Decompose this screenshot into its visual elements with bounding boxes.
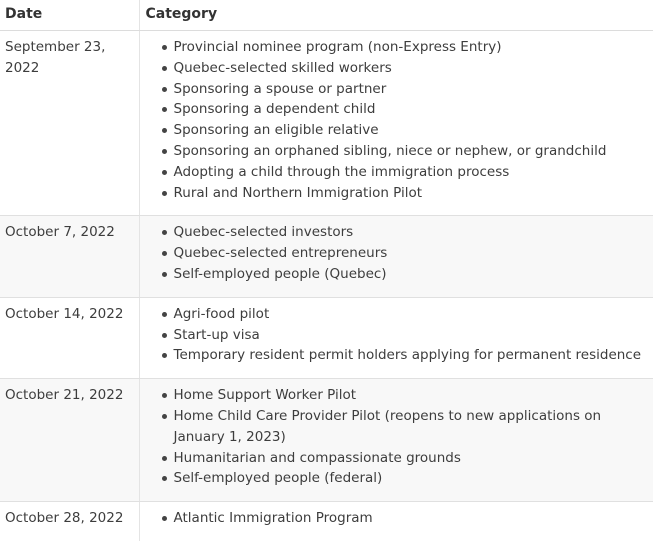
category-list: [140, 508, 650, 529]
table-row: [0, 502, 653, 541]
category-cell: [139, 379, 653, 502]
list-item: Quebec-selected skilled workers: [174, 58, 650, 79]
category-list: [140, 37, 650, 203]
list-item: Temporary resident permit holders applying for permanent residence: [174, 345, 650, 366]
list-item: Start-up visa: [174, 325, 650, 346]
date-cell: October 21, 2022: [0, 379, 139, 502]
list-item: Sponsoring a spouse or partner: [174, 79, 650, 100]
list-item: Self-employed people (federal): [174, 468, 650, 489]
category-list: [140, 385, 650, 489]
list-item: Agri-food pilot: [174, 304, 650, 325]
date-cell: October 7, 2022: [0, 216, 139, 297]
list-item: Rural and Northern Immigration Pilot: [174, 183, 650, 204]
category-cell: [139, 297, 653, 378]
table-header-row: [0, 0, 653, 31]
list-item: Self-employed people (Quebec): [174, 264, 650, 285]
list-item: Quebec-selected investors: [174, 222, 650, 243]
list-item: Provincial nominee program (non-Express Entry): [174, 37, 650, 58]
date-cell: September 23, 2022: [0, 31, 139, 216]
list-item: Humanitarian and compassionate grounds: [174, 448, 650, 469]
list-item: Sponsoring a dependent child: [174, 99, 650, 120]
category-cell: [139, 31, 653, 216]
list-item: Adopting a child through the immigration process: [174, 162, 650, 183]
table-row: [0, 216, 653, 297]
table-row: [0, 31, 653, 216]
column-header-date: Date: [0, 0, 139, 31]
category-list: [140, 222, 650, 284]
list-item: Quebec-selected entrepreneurs: [174, 243, 650, 264]
list-item: Home Child Care Provider Pilot (reopens to new applications on January 1, 2023): [174, 406, 650, 448]
column-header-category: Category: [139, 0, 653, 31]
category-cell: [139, 216, 653, 297]
list-item: Sponsoring an orphaned sibling, niece or nephew, or grandchild: [174, 141, 650, 162]
table-row: [0, 297, 653, 378]
list-item: Home Support Worker Pilot: [174, 385, 650, 406]
table-row: [0, 379, 653, 502]
date-cell: October 28, 2022: [0, 502, 139, 541]
list-item: Sponsoring an eligible relative: [174, 120, 650, 141]
category-list: [140, 304, 650, 366]
list-item: Atlantic Immigration Program: [174, 508, 650, 529]
date-cell: October 14, 2022: [0, 297, 139, 378]
category-cell: [139, 502, 653, 541]
